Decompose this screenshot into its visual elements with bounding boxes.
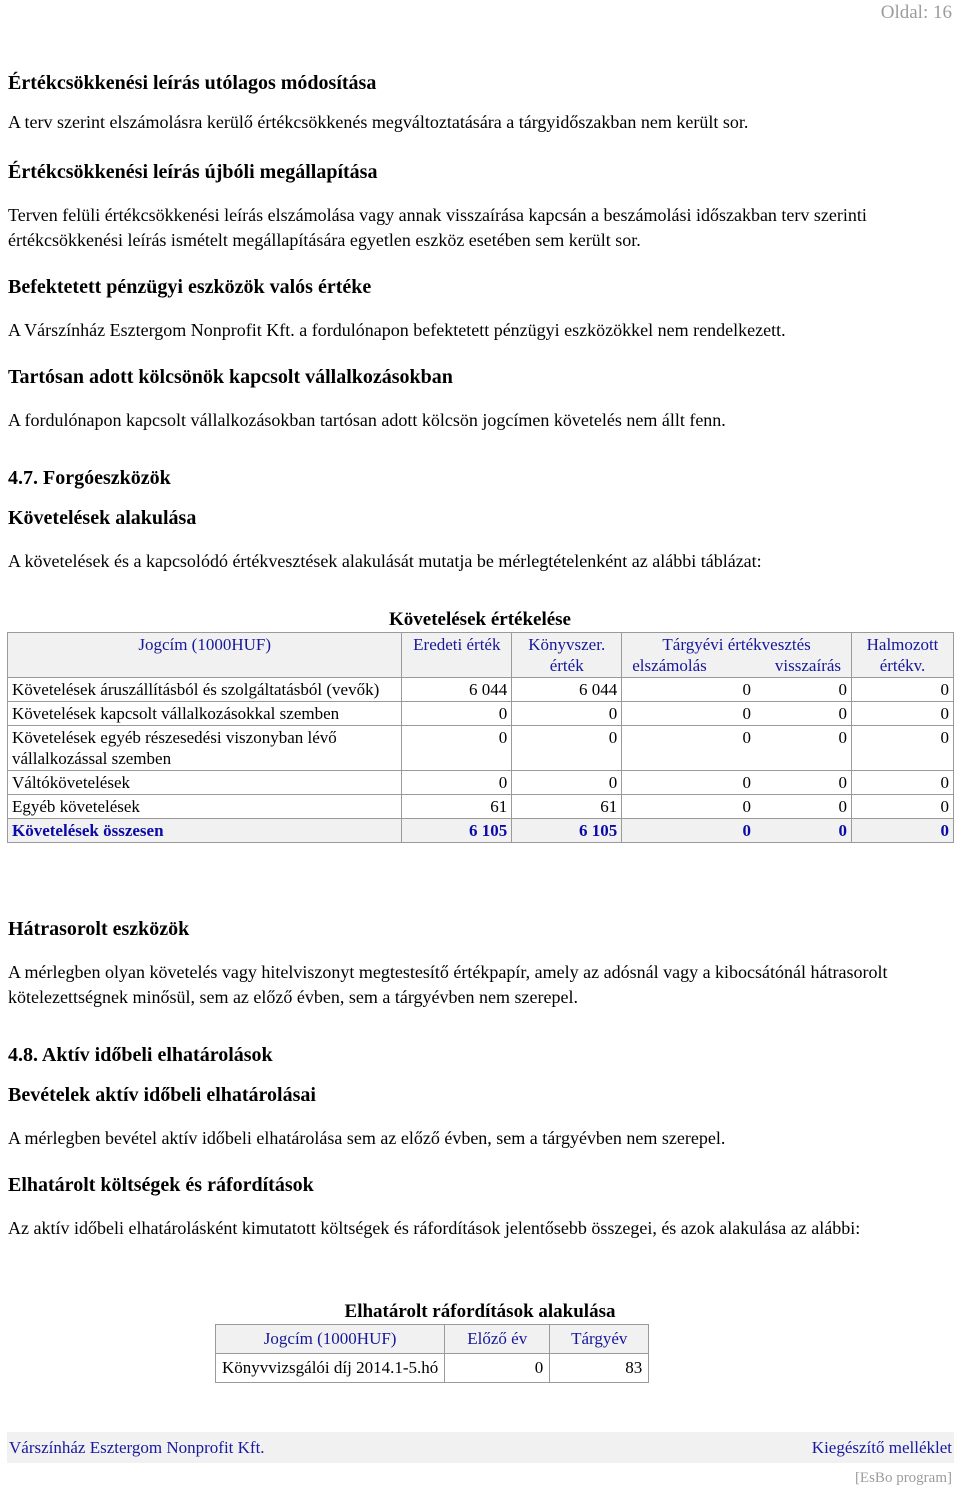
cell-elszamolas: 0 [742, 797, 752, 816]
cell-halmozott: 0 [852, 795, 954, 819]
row-label: Könyvvizsgálói díj 2014.1-5.hó [216, 1354, 445, 1383]
heading-receivables: Követelések alakulása [8, 507, 197, 529]
total-eredeti: 6 105 [402, 819, 512, 843]
receivables-table [7, 632, 954, 843]
heading-accrued-income: 4.8. Aktív időbeli elhatárolások [8, 1044, 273, 1066]
heading-subordinated-assets: Hátrasorolt eszközök [8, 918, 190, 940]
cell-konyv: 0 [512, 726, 622, 771]
cell-targyev: 83 [550, 1354, 649, 1383]
footer-program: [EsBo program] [854, 1470, 952, 1486]
total-visszairas: 0 [838, 821, 848, 840]
total-elszamolas: 0 [742, 821, 752, 840]
cell-halmozott: 0 [852, 726, 954, 771]
header-jogcim: Jogcím (1000HUF) [8, 633, 402, 678]
table-row [8, 726, 954, 771]
footer-company: Várszínház Esztergom Nonprofit Kft. [9, 1437, 265, 1457]
cell-eredeti: 0 [402, 702, 512, 726]
header-targyev: Tárgyév [550, 1325, 649, 1354]
row-label: Egyéb követelések [8, 795, 402, 819]
header-targyevi [622, 633, 852, 678]
table-row [216, 1354, 649, 1383]
header-eredeti: Eredeti érték [402, 633, 512, 678]
table-row [8, 678, 954, 702]
heading-long-term-loans: Tartósan adott kölcsönök kapcsolt vállalkozásokban [8, 366, 453, 388]
row-label: Váltókövetelések [8, 771, 402, 795]
table1-caption: Követelések értékelése [389, 609, 571, 630]
table2-caption: Elhatárolt ráfordítások alakulása [344, 1301, 616, 1322]
cell-targyevi [622, 678, 852, 702]
cell-elszamolas: 0 [742, 773, 752, 792]
cell-konyv: 6 044 [512, 678, 622, 702]
heading-revenue-accruals: Bevételek aktív időbeli elhatárolásai [8, 1084, 316, 1106]
cell-halmozott: 0 [852, 702, 954, 726]
cell-konyv: 0 [512, 702, 622, 726]
cell-halmozott: 0 [852, 771, 954, 795]
paragraph-long-term-loans: A fordulónapon kapcsolt vállalkozásokban tartósan adott kölcsön jogcímen követelés nem állt fenn. [8, 410, 726, 430]
total-konyv: 6 105 [512, 819, 622, 843]
footer-document-title: Kiegészítő melléklet [811, 1437, 952, 1457]
row-label: Követelések egyéb részesedési viszonyban lévő vállalkozással szemben [8, 726, 402, 771]
cell-targyevi [622, 795, 852, 819]
header-halmozott: Halmozott értékv. [852, 633, 954, 678]
deferred-expenses-table [215, 1324, 649, 1383]
cell-konyv: 0 [512, 771, 622, 795]
cell-targyevi [622, 726, 852, 771]
cell-visszairas: 0 [838, 704, 848, 723]
cell-elszamolas: 0 [742, 704, 752, 723]
paragraph-depreciation-redetermination: Terven felüli értékcsökkenési leírás elszámolása vagy annak visszaírása kapcsán a beszámolási időszakban terv szerinti értékcsökkenési leírás ismételt megállapítására egyetlen eszköz esetében sem került sor. [8, 205, 867, 250]
row-label: Követelések áruszállításból és szolgáltatásból (vevők) [8, 678, 402, 702]
table-row [8, 702, 954, 726]
heading-depreciation-redetermination: Értékcsökkenési leírás újbóli megállapítása [8, 161, 378, 183]
table-total-row [8, 819, 954, 843]
header-targyevi-label: Tárgyévi értékvesztés [662, 635, 811, 654]
paragraph-deferred-costs: Az aktív időbeli elhatárolásként kimutatott költségek és ráfordítások jelentősebb összegei, és azok alakulása az alábbi: [8, 1218, 861, 1238]
paragraph-receivables: A követelések és a kapcsolódó értékvesztések alakulását mutatja be mérlegtételenként az alábbi táblázat: [8, 551, 762, 571]
row-label: Követelések kapcsolt vállalkozásokkal szemben [8, 702, 402, 726]
cell-targyevi [622, 702, 852, 726]
cell-elszamolas: 0 [742, 728, 752, 747]
cell-visszairas: 0 [838, 797, 848, 816]
total-targyevi [622, 819, 852, 843]
cell-halmozott: 0 [852, 678, 954, 702]
header-elszamolas: elszámolás [632, 656, 707, 675]
heading-current-assets: 4.7. Forgóeszközök [8, 467, 171, 489]
cell-eredeti: 0 [402, 771, 512, 795]
table-header-row [216, 1325, 649, 1354]
cell-elszamolas: 0 [742, 680, 752, 699]
header-konyv: Könyvszer. érték [512, 633, 622, 678]
header-jogcim: Jogcím (1000HUF) [216, 1325, 445, 1354]
page-number: Oldal: 16 [880, 2, 952, 23]
cell-visszairas: 0 [838, 680, 848, 699]
total-label: Követelések összesen [8, 819, 402, 843]
cell-visszairas: 0 [838, 773, 848, 792]
table-row [8, 795, 954, 819]
table-header-row [8, 633, 954, 678]
total-halmozott: 0 [852, 819, 954, 843]
cell-targyevi [622, 771, 852, 795]
cell-konyv: 61 [512, 795, 622, 819]
paragraph-financial-assets-fair-value: A Várszínház Esztergom Nonprofit Kft. a fordulónapon befektetett pénzügyi eszközökkel nem rendelkezett. [8, 320, 786, 340]
heading-depreciation-modification: Értékcsökkenési leírás utólagos módosítása [8, 72, 377, 94]
page-footer [7, 1432, 954, 1463]
paragraph-revenue-accruals: A mérlegben bevétel aktív időbeli elhatárolása sem az előző évben, sem a tárgyévben nem szerepel. [8, 1128, 726, 1148]
cell-visszairas: 0 [838, 728, 848, 747]
cell-eredeti: 0 [402, 726, 512, 771]
cell-eredeti: 61 [402, 795, 512, 819]
paragraph-depreciation-modification: A terv szerint elszámolásra kerülő értékcsökkenés megváltoztatására a tárgyidőszakban nem került sor. [8, 112, 749, 132]
cell-eredeti: 6 044 [402, 678, 512, 702]
header-visszairas: visszaírás [774, 656, 842, 675]
header-elozo-ev: Előző év [445, 1325, 550, 1354]
cell-elozo-ev: 0 [445, 1354, 550, 1383]
heading-financial-assets-fair-value: Befektetett pénzügyi eszközök valós értéke [8, 276, 372, 298]
paragraph-subordinated-assets: A mérlegben olyan követelés vagy hitelviszonyt megtestesítő értékpapír, amely az adósnál vagy a kibocsátónál hátrasorolt kötelezettségnek minősül, sem az előző évben, sem a tárgyévben nem szerepel. [8, 962, 888, 1007]
table-row [8, 771, 954, 795]
heading-deferred-costs: Elhatárolt költségek és ráfordítások [8, 1174, 314, 1196]
